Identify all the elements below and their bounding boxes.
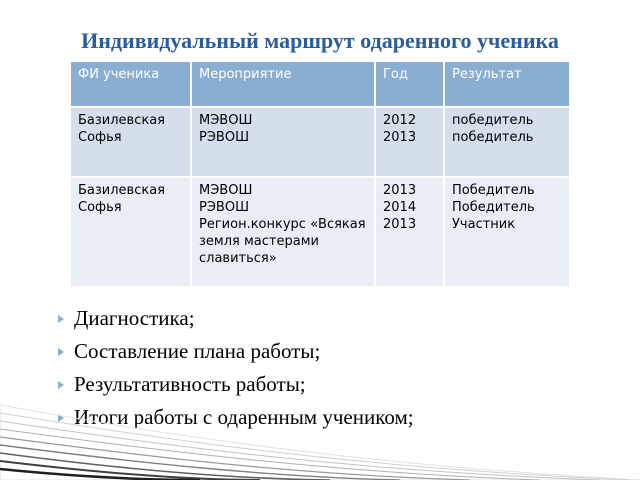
cell-events: МЭВОШ РЭВОШ: [191, 107, 375, 177]
table-row: [71, 177, 569, 286]
achievements-table: [71, 62, 569, 286]
cell-results: Победитель Победитель Участник: [444, 177, 569, 286]
slide-title: Индивидуальный маршрут одаренного ученика: [81, 28, 559, 53]
cell-events: МЭВОШ РЭВОШ Регион.конкурс «Всякая земля мастерами славиться»: [191, 177, 375, 286]
bullet-arrow-icon: [58, 348, 64, 356]
list-item: [58, 302, 414, 335]
cell-years: 2013 2014 2013: [375, 177, 444, 286]
cell-student-name: Базилевская Софья: [71, 177, 191, 286]
header-event: Мероприятие: [191, 62, 375, 107]
header-student-name: ФИ ученика: [71, 62, 191, 107]
list-item: [58, 335, 414, 368]
cell-student-name: Базилевская Софья: [71, 107, 191, 177]
list-item-text: Итоги работы с одаренным учеником;: [74, 405, 414, 429]
decorative-swoosh: [0, 395, 640, 480]
header-result: Результат: [444, 62, 569, 107]
list-item-text: Диагностика;: [74, 306, 195, 330]
list-item-text: Результативность работы;: [74, 372, 306, 396]
cell-results: победитель победитель: [444, 107, 569, 177]
list-item-text: Составление плана работы;: [74, 339, 321, 363]
header-year: Год: [375, 62, 444, 107]
bullet-arrow-icon: [58, 315, 64, 323]
bullet-arrow-icon: [58, 381, 64, 389]
table-row: [71, 107, 569, 177]
cell-years: 2012 2013: [375, 107, 444, 177]
table-header-row: [71, 62, 569, 107]
achievements-table-container: [71, 62, 569, 286]
